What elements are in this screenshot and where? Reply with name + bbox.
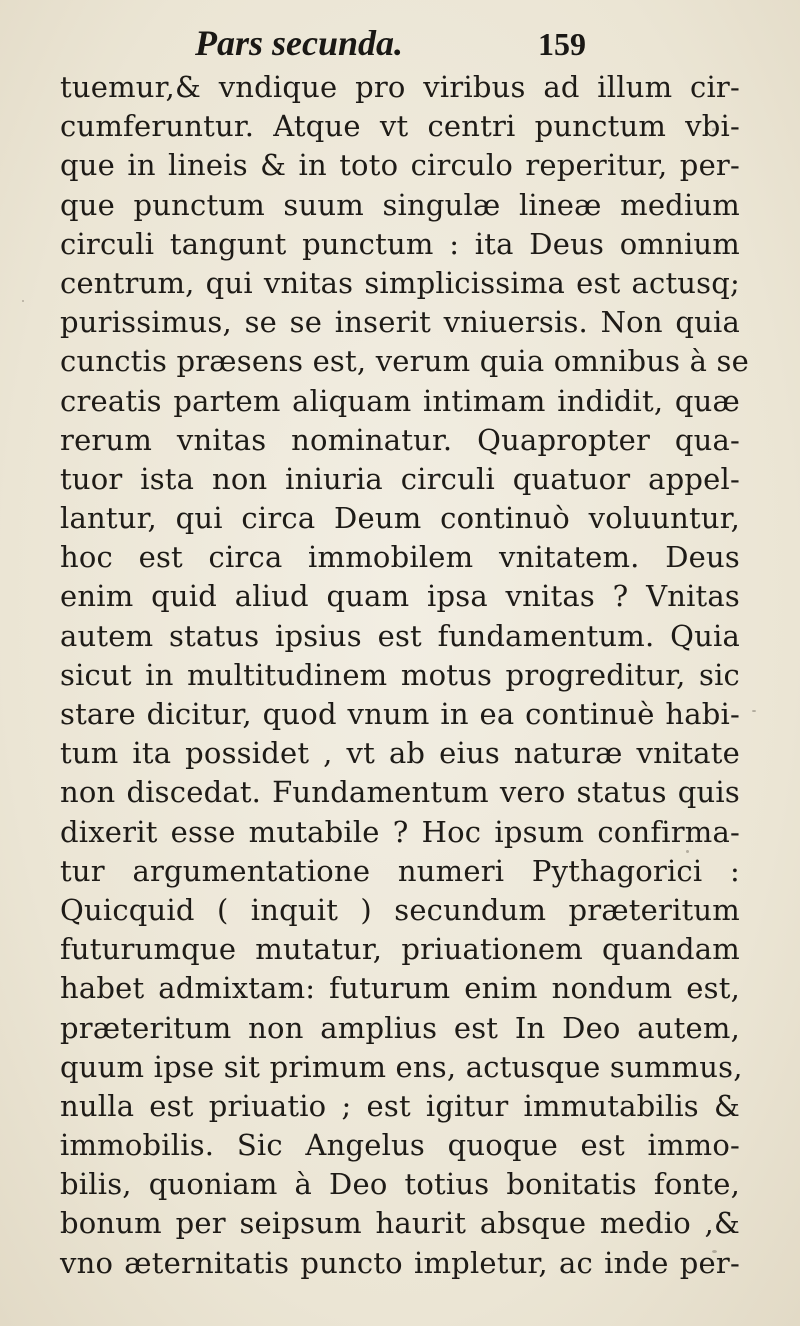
text-line: sicut in multitudinem motus progreditur, sic [60,657,740,692]
page-header [140,22,640,72]
text-line: purissimus, se se inserit vniuersis. Non quia [60,305,740,340]
text-line: bilis, quoniam à Deo totius bonitatis fonte, [60,1167,740,1202]
text-line: tuor ista non iniuria circuli quatuor appel- [60,461,740,496]
paper-speck [752,710,756,712]
paper-speck [60,1140,62,1142]
text-line: lantur, qui circa Deum continuò voluuntur, [60,501,740,536]
text-line: cumferuntur. Atque vt centri punctum vbi- [60,109,740,144]
text-line: que punctum suum singulæ lineæ medium [60,187,740,222]
text-line: non discedat. Fundamentum vero status quis [60,775,740,810]
text-line: creatis partem aliquam intimam indidit, quæ [60,383,740,418]
text-line: tur argumentatione numeri Pythagorici : [60,853,740,888]
text-line: hoc est circa immobilem vnitatem. Deus [60,540,740,575]
text-line: habet admixtam: futurum enim nondum est, [60,971,740,1006]
text-line: rerum vnitas nominatur. Quapropter qua- [60,422,740,457]
text-line: bonum per seipsum haurit absque medio ,& [60,1206,740,1241]
paper-speck [686,850,689,853]
text-line: præteritum non amplius est In Deo autem, [60,1010,740,1045]
text-line: autem status ipsius est fundamentum. Quia [60,618,740,653]
text-line: centrum, qui vnitas simplicissima est actusq; [60,265,740,300]
text-line: circuli tangunt punctum : ita Deus omnium [60,226,740,261]
text-line: futurumque mutatur, priuationem quandam [60,932,740,967]
text-line: quum ipse sit primum ens, actusque summus, [60,1049,743,1084]
body-text [60,68,749,1283]
text-line: que in lineis & in toto circulo reperitur, per- [60,148,740,183]
text-line: enim quid aliud quam ipsa vnitas ? Vnitas [60,579,740,614]
text-line: tuemur,& vndique pro viribus ad illum cir- [60,70,740,104]
text-line: immobilis. Sic Angelus quoque est immo- [60,1128,740,1163]
text-line: stare dicitur, quod vnum in ea continuè habi- [60,697,740,731]
text-line: cunctis præsens est, verum quia omnibus à se [60,344,749,379]
paper-speck [712,128,715,131]
text-line: tum ita possidet , vt ab eius naturæ vnitate [60,736,740,771]
paper-speck [712,1250,717,1253]
text-line: vno æternitatis puncto impletur, ac inde per- [60,1245,740,1280]
text-line: nulla est priuatio ; est igitur immutabilis & [60,1088,740,1123]
text-line: Quicquid ( inquit ) secundum præteritum [60,892,740,927]
page-number: 159 [538,26,586,62]
text-line: dixerit esse mutabile ? Hoc ipsum confirma- [60,814,740,849]
paper-speck [22,300,24,302]
running-head: Pars secunda. [195,23,404,63]
